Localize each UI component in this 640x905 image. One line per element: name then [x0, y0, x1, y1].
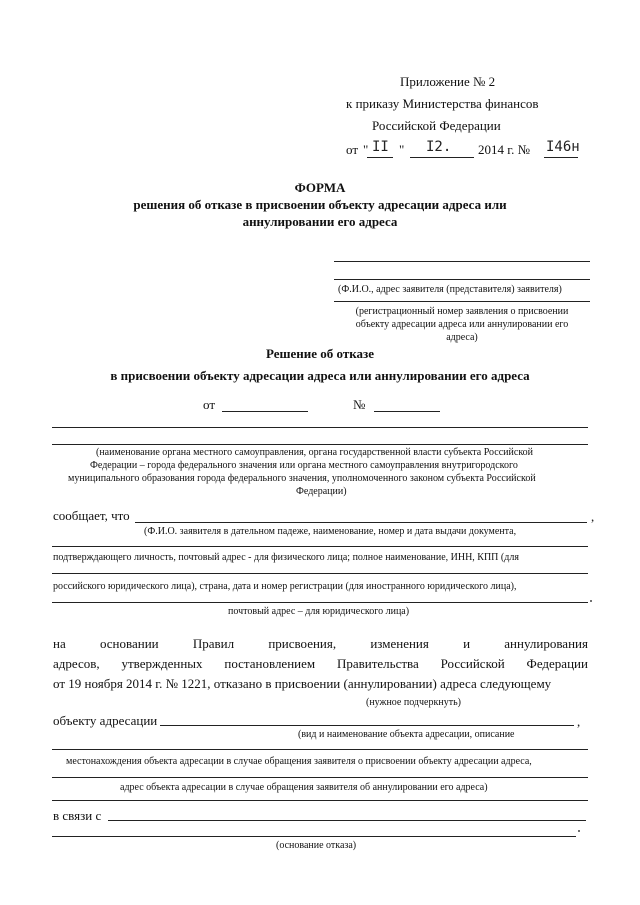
addressee-line-2: [334, 279, 590, 280]
authority-caption-4: Федерации): [296, 486, 347, 497]
body-word: присвоения,: [268, 636, 337, 651]
order-ministry: Российской Федерации: [372, 118, 501, 133]
informs-label: сообщает, что: [53, 508, 130, 523]
reason-line-1: [108, 820, 586, 821]
applicant-caption-3: российского юридического лица), страна, дата и номер регистрации (для иностранного юридического лица),: [53, 581, 517, 592]
underline-note: (нужное подчеркнуть): [366, 697, 461, 708]
address-line: [52, 777, 588, 778]
applicant-caption-1: (Ф.И.О. заявителя в дательном падеже, наименование, номер и дата выдачи документа,: [144, 526, 517, 537]
scan-mark: [578, 830, 580, 832]
month-underline: [410, 157, 474, 158]
order-number: I46н: [546, 139, 580, 155]
applicant-line-3: [52, 573, 588, 574]
body-word: Правительства: [336, 656, 419, 671]
reason-line-2: [52, 836, 576, 837]
appendix-title: Приложение № 2: [400, 74, 496, 89]
order-day: II: [372, 139, 389, 155]
body-line-1: [53, 636, 588, 652]
decision-date-field[interactable]: [222, 411, 308, 412]
decision-number-field[interactable]: [374, 411, 440, 412]
order-year: 2014 г. №: [478, 142, 531, 157]
order-reference: к приказу Министерства финансов: [346, 96, 539, 111]
body-word: адресов,: [53, 656, 100, 671]
body-word: Федерации: [526, 656, 588, 671]
decision-title: Решение об отказе: [265, 346, 375, 361]
applicant-caption-4: почтовый адрес – для юридического лица): [228, 606, 410, 617]
reason-caption: (основание отказа): [276, 840, 357, 851]
object-caption: (вид и наименование объекта адресации, описание: [298, 729, 515, 740]
address-caption: адрес объекта адресации в случае обращения заявителя об аннулировании его адреса): [120, 782, 488, 793]
object-comma: ,: [577, 714, 581, 729]
authority-caption-2: Федерации – города федерального значения или органа местного самоуправления внутригородского: [90, 460, 518, 471]
applicant-caption-2: подтверждающего личность, почтовый адрес - для физического лица; полное наименование, ИНН, КПП (для: [53, 552, 519, 563]
form-subtitle-1: решения об отказе в присвоении объекту адресации адреса или: [133, 197, 507, 212]
body-word: аннулирования: [504, 636, 588, 651]
address-line-2: [52, 800, 588, 801]
informs-comma: ,: [591, 509, 595, 524]
object-line: [160, 725, 574, 726]
reg-number-caption-3: адреса): [446, 332, 478, 343]
number-underline: [544, 157, 578, 158]
decision-number-label: №: [353, 397, 366, 412]
applicant-line-1: [135, 522, 587, 523]
reg-number-line: [334, 301, 590, 302]
location-caption: местонахождения объекта адресации в случае обращения заявителя о присвоении объекту адресации адреса,: [66, 756, 532, 767]
form-subtitle-2: аннулировании его адреса: [242, 214, 398, 229]
location-line: [52, 749, 588, 750]
body-word: основании: [99, 636, 159, 651]
authority-line-2: [52, 444, 588, 445]
body-word: утвержденных: [121, 656, 203, 671]
body-word: на: [53, 636, 66, 651]
decision-subtitle: в присвоении объекту адресации адреса или аннулировании его адреса: [110, 368, 530, 383]
reg-number-caption-2: объекту адресации адреса или аннулировании его: [355, 319, 569, 330]
body-word: Правил: [192, 636, 235, 651]
authority-line-1: [52, 427, 588, 428]
day-underline: [367, 157, 393, 158]
body-line-2: [53, 656, 588, 672]
body-word: постановлением: [224, 656, 316, 671]
authority-caption-1: (наименование органа местного самоуправления, органа государственной власти субъекта Российской: [96, 447, 534, 458]
order-date-prefix: от: [346, 142, 359, 157]
body-line-3: от 19 ноября 2014 г. № 1221, отказано в присвоении (аннулировании) адреса следующему: [53, 676, 552, 691]
form-title: ФОРМА: [294, 180, 346, 195]
body-word: Российской: [440, 656, 505, 671]
body-word: изменения: [370, 636, 429, 651]
order-month: I2.: [426, 139, 452, 155]
reg-number-caption-1: (регистрационный номер заявления о присвоении: [355, 306, 569, 317]
body-word: и: [463, 636, 471, 651]
quote-close: ": [399, 142, 405, 157]
applicant-line-4: [52, 602, 588, 603]
addressee-line-1: [334, 261, 590, 262]
applicant-line-2: [52, 546, 588, 547]
scan-mark: [590, 600, 592, 602]
decision-date-label: от: [203, 397, 216, 412]
authority-caption-3: муниципального образования города федерального значения, уполномоченного законом субъекта Российской: [68, 473, 536, 484]
quote-open: ": [363, 142, 369, 157]
object-label: объекту адресации: [53, 713, 158, 728]
reason-label: в связи с: [53, 808, 102, 823]
addressee-fio-caption: (Ф.И.О., адрес заявителя (представителя) заявителя): [338, 284, 562, 295]
